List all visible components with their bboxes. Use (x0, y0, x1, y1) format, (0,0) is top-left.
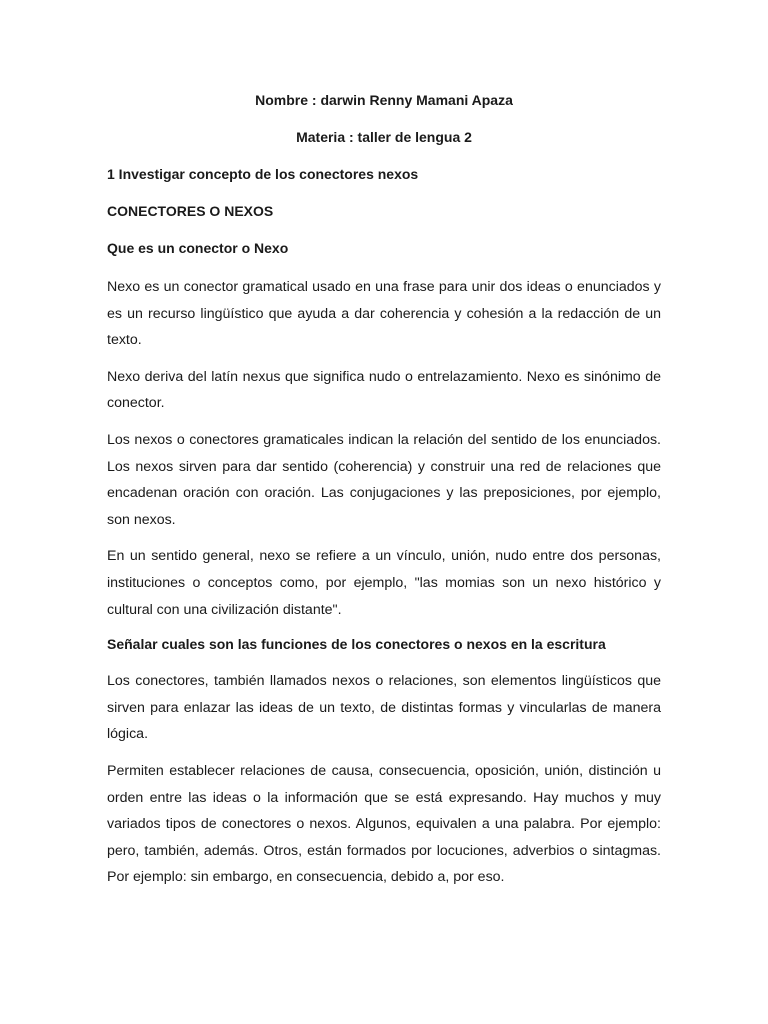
student-name-line: Nombre : darwin Renny Mamani Apaza (255, 92, 513, 108)
paragraph-grammatical-relation: Los nexos o conectores gramaticales indican la relación del sentido de los enunciados. Los nexos sirven para dar sentido (coherencia) y construir una red de relaciones que encadenan oración con oración. Las conjugaciones y las preposiciones, por ejemplo, son nexos. (107, 431, 661, 528)
paragraph-definition: Nexo es un conector gramatical usado en una frase para unir dos ideas o enunciados y es un recurso lingüístico que ayuda a dar coherencia y cohesión a la redacción de un texto. (107, 279, 661, 349)
paragraph-functions-intro: Los conectores, también llamados nexos o relaciones, son elementos lingüísticos que sirven para enlazar las ideas de un texto, de distintas formas y vincularlas de manera lógica. (107, 673, 661, 743)
subject-line: Materia : taller de lengua 2 (296, 129, 472, 145)
section-title: CONECTORES O NEXOS (107, 203, 274, 219)
document-body (107, 89, 661, 901)
paragraph-etymology: Nexo deriva del latín nexus que significa nudo o entrelazamiento. Nexo es sinónimo de conector. (107, 368, 661, 412)
paragraph-functions-relations: Permiten establecer relaciones de causa, consecuencia, oposición, unión, distinción u orden entre las ideas o la información que se está expresando. Hay muchos y muy variados tipos de conectores o nexos. Algunos, equivalen a una palabra. Por ejemplo: pero, también, además. Otros, están formados por locuciones, adverbios o sintagmas. Por ejemplo: sin embargo, en consecuencia, debido a, por eso. (107, 762, 661, 886)
task-heading: 1 Investigar concepto de los conectores nexos (107, 166, 419, 182)
question-heading: Que es un conector o Nexo (107, 240, 289, 256)
functions-heading: Señalar cuales son las funciones de los conectores o nexos en la escritura (107, 636, 606, 653)
paragraph-general-sense: En un sentido general, nexo se refiere a un vínculo, unión, nudo entre dos personas, instituciones o conceptos como, por ejemplo, "las momias son un nexo histórico y cultural con una civilización distante". (107, 548, 661, 618)
